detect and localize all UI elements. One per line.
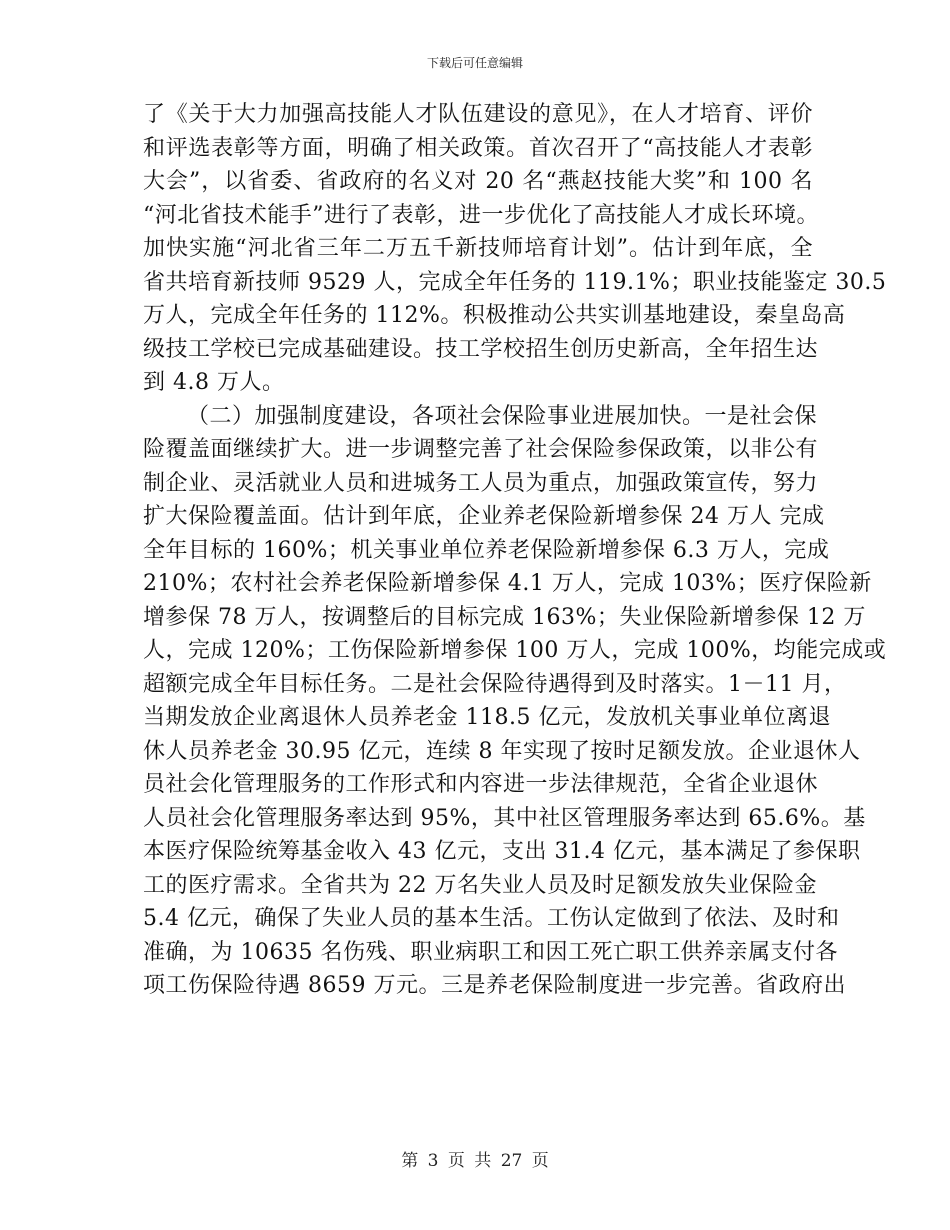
text-line: 项工伤保险待遇 8659 万元。三是养老保险制度进一步完善。省政府出 [143,973,846,998]
page-number-footer: 第 3 页 共 27 页 [401,1151,549,1171]
text-line: 险覆盖面继续扩大。进一步调整完善了社会保险参保政策，以非公有 [143,437,819,462]
text-line: 210%；农村社会养老保险新增参保 4.1 万人，完成 103%；医疗保险新 [143,571,872,596]
text-line: 员社会化管理服务的工作形式和内容进一步法律规范，全省企业退休 [143,772,819,797]
text-line: 了《关于大力加强高技能人才队伍建设的意见》，在人才培育、评价 [143,102,813,127]
text-line: 和评选表彰等方面，明确了相关政策。首次召开了“高技能人才表彰 [143,135,813,161]
text-line: 全年目标的 160%；机关事业单位养老保险新增参保 6.3 万人，完成 [143,537,830,563]
text-line: 省共培育新技师 9529 人，完成全年任务的 119.1%；职业技能鉴定 30.5 [143,269,887,295]
text-line: 扩大保险覆盖面。估计到年底，企业养老保险新增参保 24 万人 完成 [143,504,825,529]
text-line: “河北省技术能手”进行了表彰，进一步优化了高技能人才成长环境。 [143,202,819,228]
text-line: 准确，为 10635 名伤残、职业病职工和因工死亡职工供养亲属支付各 [143,939,838,965]
text-line: 休人员养老金 30.95 亿元，连续 8 年实现了按时足额发放。企业退休人 [143,738,861,764]
section-start-line: （二）加强制度建设，各项社会保险事业进展加快。一是社会保 [187,403,818,429]
text-line: 超额完成全年目标任务。二是社会保险待遇得到及时落实。1－11 月， [143,671,847,697]
text-line: 工的医疗需求。全省共为 22 万名失业人员及时足额发放失业保险金 [143,872,817,898]
text-line: 到 4.8 万人。 [143,370,285,395]
text-line: 5.4 亿元，确保了失业人员的基本生活。工伤认定做到了依法、及时和 [143,906,840,931]
text-line: 制企业、灵活就业人员和进城务工人员为重点，加强政策宣传，努力 [143,470,819,496]
text-line: 当期发放企业离退休人员养老金 118.5 亿元，发放机关事业单位离退 [143,705,831,730]
text-line: 大会”，以省委、省政府的名义对 20 名“燕赵技能大奖”和 100 名 [143,169,813,194]
text-line: 级技工学校已完成基础建设。技工学校招生创历史新高，全年招生达 [143,336,819,362]
document-body [143,98,887,1003]
text-line: 本医疗保险统筹基金收入 43 亿元，支出 31.4 亿元，基本满足了参保职 [143,839,861,864]
text-line: 加快实施“河北省三年二万五千新技师培育计划”。估计到年底，全 [143,236,813,261]
text-line: 增参保 78 万人，按调整后的目标完成 163%；失业保险新增参保 12 万 [143,604,866,630]
text-line: 万人，完成全年任务的 112%。积极推动公共实训基地建设，秦皇岛高 [143,303,846,328]
page-header-note: 下载后可任意编辑 [426,56,523,70]
text-line: 人，完成 120%；工伤保险新增参保 100 万人，完成 100%，均能完成或 [143,638,887,663]
text-line: 人员社会化管理服务率达到 95%，其中社区管理服务率达到 65.6%。基 [143,805,866,831]
